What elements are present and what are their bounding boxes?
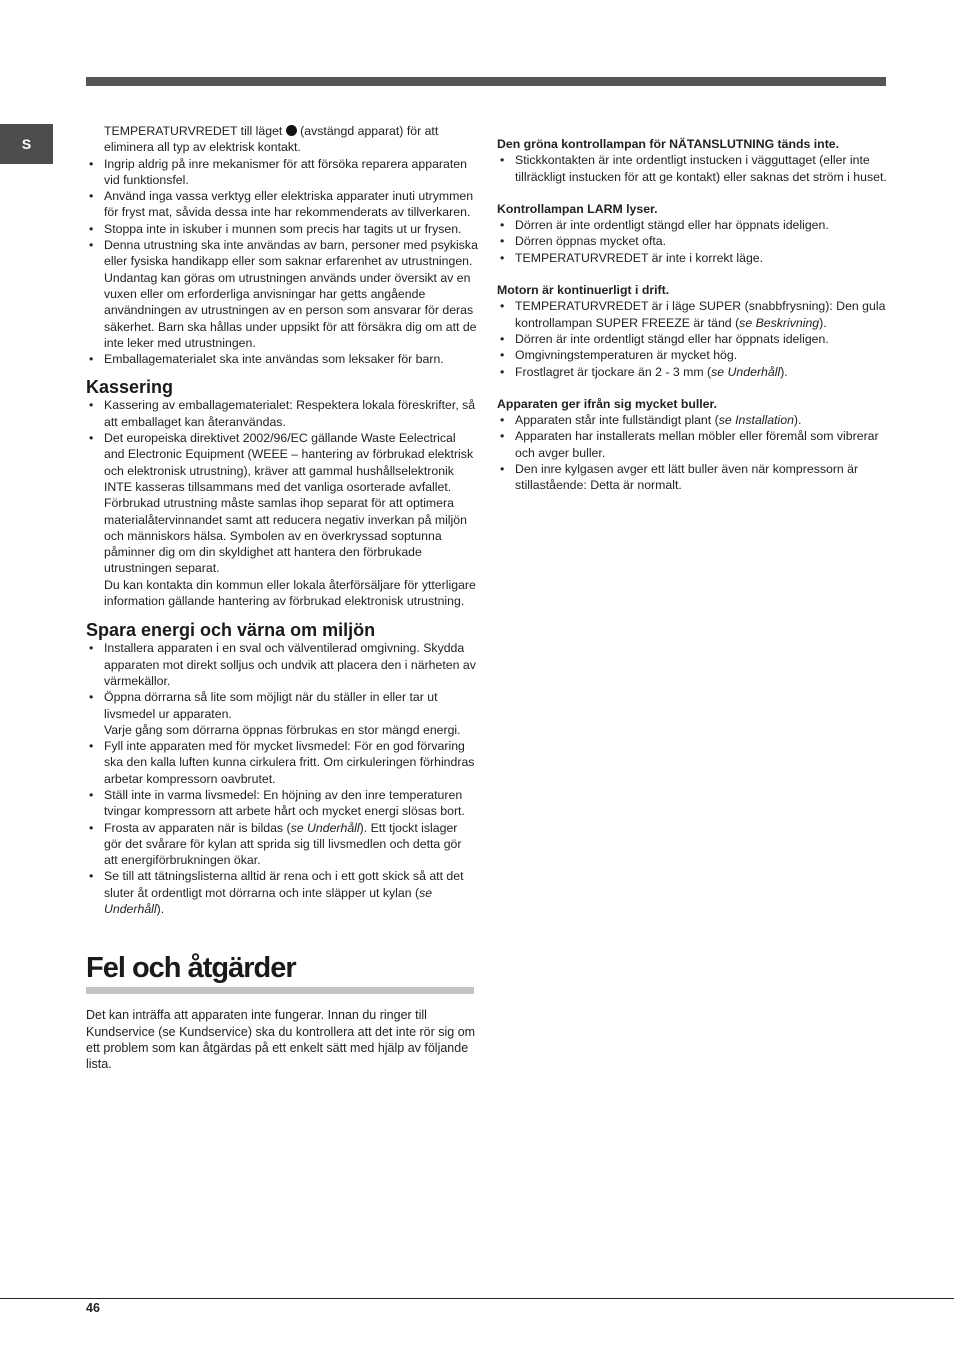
troubleshoot-heading: Kontrollampan LARM lyser. [497,201,658,216]
paragraph-text: TEMPERATURVREDET till läget [104,124,286,138]
list-item: • Den inre kylgasen avger ett lätt buller även när kompressorn är stillastående: Detta är normalt. [497,461,889,494]
kassering-list [86,397,478,609]
list-item: • TEMPERATURVREDET är inte i korrekt läge. [497,250,889,266]
list-item: • Ingrip aldrig på inre mekanismer för att försöka reparera apparaten vid funktionsfel. [86,156,478,189]
section-heading-kassering: Kassering [86,377,174,398]
safety-list [86,156,478,368]
troubleshoot-heading: Motorn är kontinuerligt i drift. [497,283,670,298]
list-item-text: Det europeiska direktivet 2002/96/EC gällande Waste Eelectrical and Electronic Equipment (WEEE – hantering av förbrukad elektrisk och elektronisk utrustning), kräver att gammal hushållselektronik INTE kasseras tillsammans med det vanliga osorterade avfallet. Förbrukad utrustning måste samlas ihop separat för att optimera materialåtervinnandet samt att reducera negativ inverkan på miljön och människors hälsa. Symbolen av en överkryssad soptunna påminner dig om din skyldighet att hantera den förbrukade utrustningen separat. [104,431,474,576]
list-item [497,298,889,331]
cross-reference: se Underhåll [290,820,360,835]
left-column [86,123,478,1073]
section-heading-spara-energi: Spara energi och värna om miljön [86,620,376,641]
list-item-text: Frostlagret är tjockare än 2 - 3 mm ( [515,364,712,379]
list-item: • Fyll inte apparaten med för mycket livsmedel: För en god förvaring ska den kalla luften kunna cirkulera fritt. Om cirkuleringen förhindras arbetar kompressorn oavbrutet. [86,738,478,787]
cross-reference: se Underhåll [711,364,781,379]
list-item: • Apparaten har installerats mellan möbler eller föremål som vibrerar och avger buller. [497,428,889,461]
list-item-text: ). [780,364,788,379]
list-item-text: ). [156,902,165,917]
list-item: • Dörren är inte ordentligt stängd eller har öppnats ideligen. [497,217,889,233]
page-number: 46 [86,1301,100,1315]
list-item-note: Varje gång som dörrarna öppnas förbrukas en stor mängd energi. [104,722,461,737]
list-item: • Emballagematerialet ska inte användas som leksaker för barn. [86,351,478,367]
list-item-note: Du kan kontakta din kommun eller lokala återförsäljare för ytterligare information gällande hantering av förbrukad elektronisk utrustning. [104,577,476,609]
list-item: • Kassering av emballagematerialet: Respektera lokala föreskrifter, så att emballaget kan återanvändas. [86,397,478,430]
cross-reference: se Installation [718,413,794,428]
list-item: • Stoppa inte in iskuber i munnen som precis har tagits ut ur frysen. [86,221,478,237]
list-item: • Omgivningstemperaturen är mycket hög. [497,347,889,363]
list-item: • Dörren är inte ordentligt stängd eller har öppnats ideligen. [497,331,889,347]
language-tab: S [0,124,53,164]
list-item: • Använd inga vassa verktyg eller elektriska apparater inuti utrymmen för fryst mat, såvida dessa inte har rekommenderats av tillverkaren. [86,188,478,221]
list-item [497,412,889,428]
chapter-intro: Det kan inträffa att apparaten inte fungerar. Innan du ringer till Kundservice (se Kundservice) ska du kontrollera att det inte rör sig om ett problem som kan åtgärdas på ett enkelt sätt med hjälp av följande lista. [86,1008,476,1072]
paragraph-text: (avstängd apparat) för att eliminera all typ av elektrisk kontakt. [104,124,439,155]
list-item: • Denna utrustning ska inte användas av barn, personer med psykiska eller fysiska handikapp eller som saknar erfarenhet av utrustningen. Undantag kan göras om utrustningen används under översikt av en vuxen eller om erforderliga anvisningar har getts angående användningen av utrustningen av en person som ansvarar för deras säkerhet. Barn ska hållas under uppsikt för att försäkra dig om att de inte leker med utrustningen. [86,237,478,351]
list-item: • Installera apparaten i en sval och välventilerad omgivning. Skydda apparaten mot direkt solljus och undvik att placera den i närheten av värmekällor. [86,640,478,689]
list-item: • Dörren öppnas mycket ofta. [497,233,889,249]
list-item: • Ställ inte in varma livsmedel: En höjning av den inre temperaturen tvingar kompressorn att arbete hårt och mycket energi slösas bort. [86,787,478,820]
list-item-text: ). Ett tjockt islager gör det svårare för kylan att sprida sig till livsmedlen och detta gör att energiförbrukningen ökar. [104,820,462,868]
right-column [497,136,889,494]
spara-list [86,640,478,917]
list-item-text: ). [793,413,802,428]
troubleshoot-list [497,412,889,493]
footer-rule [0,1298,954,1299]
list-item [86,820,478,869]
list-item: • Stickkontakten är inte ordentligt instucken i vägguttaget (eller inte tillräckligt instucken för att ge kontakt) eller saknas det ström i huset. [497,152,889,185]
continued-paragraph [86,123,478,156]
list-item-text: TEMPERATURVREDET är i läge SUPER (snabbfrysning): Den gula kontrollampan SUPER FREEZE är tänd ( [515,299,886,330]
list-item [86,689,478,738]
list-item-text: ). [819,315,827,330]
troubleshoot-list [497,217,889,266]
troubleshoot-heading: Apparaten ger ifrån sig mycket buller. [497,396,718,411]
troubleshoot-list [497,298,889,379]
troubleshoot-list [497,152,889,185]
list-item-text: Frosta av apparaten när is bildas ( [104,820,291,835]
cross-reference: se Beskrivning [739,315,820,330]
cross-reference: se Underhåll [104,885,433,917]
list-item-text: Öppna dörrarna så lite som möjligt när du ställer in eller tar ut livsmedel ur apparaten. [104,690,438,721]
chapter-title-rule [86,987,474,994]
list-item [86,868,478,917]
list-item [86,430,478,609]
troubleshoot-heading: Den gröna kontrollampan för NÄTANSLUTNING tänds inte. [497,137,840,151]
list-item [497,364,889,380]
header-rule [86,77,886,86]
list-item-text: Se till att tätningslisterna alltid är rena och i ett gott skick så att det sluter åt ordentligt mot dörrarna och inte släpper ut kylan ( [104,869,464,900]
chapter-title: Fel och åtgärder [86,952,296,985]
off-position-circle-icon [286,125,297,136]
list-item-text: Apparaten står inte fullständigt plant ( [515,413,719,428]
